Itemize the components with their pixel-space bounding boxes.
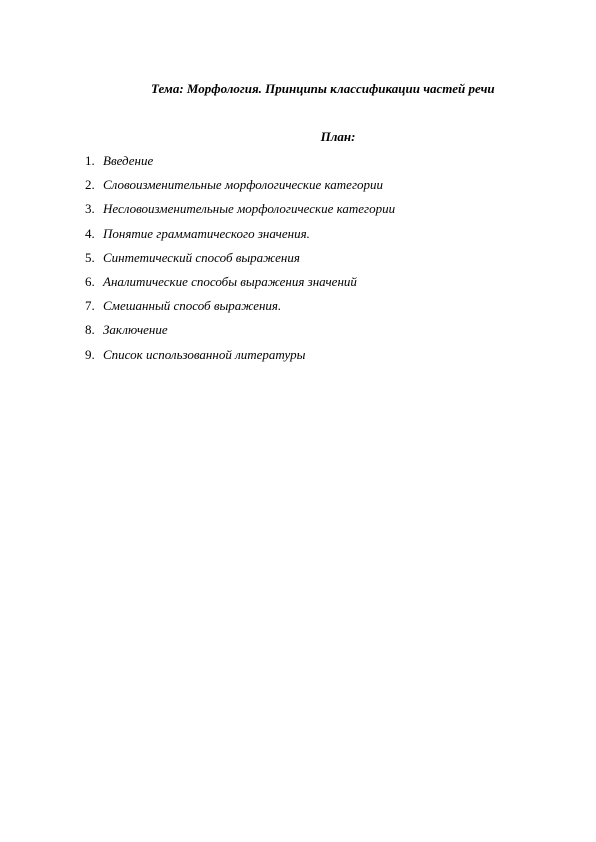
- list-item: [85, 274, 395, 298]
- list-item-text: Словоизменительные морфологические категории: [103, 177, 384, 193]
- list-item-number: 1.: [85, 153, 95, 168]
- list-item: [85, 226, 395, 250]
- list-item-number: 2.: [85, 177, 95, 193]
- list-item-text: Заключение: [103, 322, 168, 338]
- list-item-number: 4.: [85, 225, 95, 241]
- list-item: [85, 201, 395, 225]
- list-item-text: Введение: [103, 153, 154, 168]
- list-item-number: 8.: [85, 322, 95, 338]
- list-item: [85, 153, 395, 177]
- list-item-text: Понятие грамматического значения.: [103, 225, 310, 241]
- list-item-number: 9.: [85, 346, 95, 362]
- list-item: [85, 177, 395, 201]
- list-item-text: Список использованной литературы: [103, 346, 306, 362]
- plan-heading: План:: [320, 129, 356, 144]
- list-item-text: Несловоизменительные морфологические категории: [103, 201, 396, 217]
- list-item-number: 5.: [85, 249, 95, 265]
- list-item-number: 3.: [85, 201, 95, 217]
- plan-list: [85, 153, 395, 371]
- list-item: [85, 298, 395, 322]
- list-item-number: 7.: [85, 298, 95, 314]
- list-item-number: 6.: [85, 273, 95, 289]
- list-item-text: Смешанный способ выражения.: [103, 298, 282, 314]
- list-item-text: Синтетический способ выражения: [103, 249, 300, 265]
- list-item: [85, 322, 395, 346]
- list-item: [85, 250, 395, 274]
- list-item-text: Аналитические способы выражения значений: [103, 273, 357, 289]
- document-title: Тема: Морфология. Принципы классификации частей речи: [151, 81, 495, 96]
- list-item: [85, 347, 395, 371]
